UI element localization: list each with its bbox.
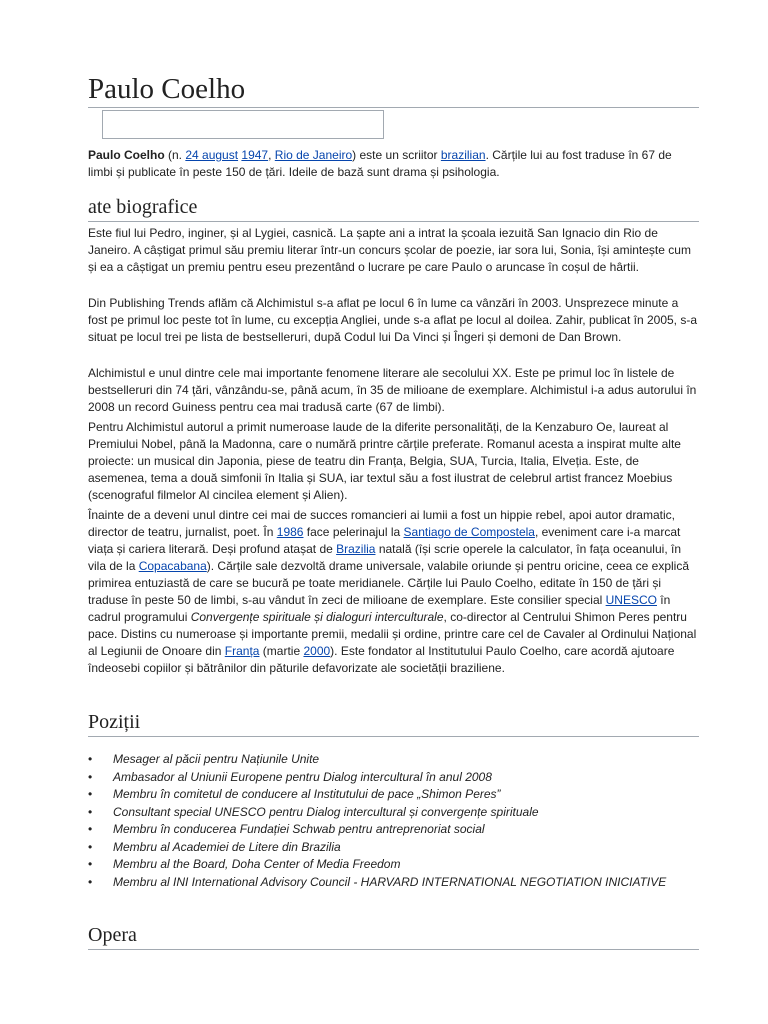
list-item: • Ambasador al Uniunii Europene pentru Dialog intercultural în anul 2008: [88, 769, 699, 787]
bio-paragraph-5: Înainte de a deveni unul dintre cei mai de succes romancieri ai lumii a fost un hippie rebel, apoi autor dramatic, director de teatru, jurnalist, poet. În 1986 face pelerinajul la Santiago de Compostela, eveniment care i-a marcat viața și cariera literară. Deși profund atașat de Brazilia natală (își scrie operele la calculator, în fața oceanului, în vila de la Copacabana). Cărțile sale dezvoltă drame universale, valabile oriunde și pentru oricine, ceea ce explică primirea entuziastă de care se bucură pe toate meridianele. Cărțile lui Paulo Coelho, editate în 150 de țări și traduse în peste 50 de limbi, s-au vândut în zeci de milioane de exemplare. Este consilier special UNESCO în cadrul programului Convergențe spirituale și dialoguri interculturale, co-director al Centrului Shimon Peres pentru pace. Distins cu numeroase și importante premii, medalii și ordine, printre care cel de Cavaler al Ordinului Național al Legiunii de Onoare din Franța (martie 2000). Este fondator al Institutului Paulo Coelho, care acordă ajutoare îndeosebi copiilor și bătrânilor din păturile defavorizate ale societății braziliene.: [88, 508, 697, 675]
link-brazilia[interactable]: Brazilia: [336, 542, 376, 556]
infobox-placeholder: [102, 110, 384, 139]
list-item: • Membru al Academiei de Litere din Brazilia: [88, 839, 699, 857]
bullet-icon: •: [88, 752, 93, 766]
link-santiago-de-compostela[interactable]: Santiago de Compostela: [403, 525, 535, 539]
bullet-icon: •: [88, 874, 93, 889]
bullet-icon: •: [88, 804, 93, 819]
link-birth-date[interactable]: 24 august: [185, 148, 239, 162]
page-title: Paulo Coelho: [88, 72, 699, 108]
bullet-icon: •: [88, 787, 93, 801]
subject-name: Paulo Coelho: [88, 148, 165, 162]
link-franta[interactable]: Franța: [224, 644, 260, 658]
list-item: • Membru al INI International Advisory Council - HARVARD INTERNATIONAL NEGOTIATION INICIATIVE: [88, 874, 699, 892]
bio-paragraph-1: Este fiul lui Pedro, inginer, și al Lygiei, casnică. La șapte ani a intrat la școala iezuită San Ignacio din Rio de Janeiro. A câștigat primul său premiu literar într-un concurs școlar de poezie, iar sora lui, Sonia, își amintește cum și ea a câștigat un premiu pentru eseu prezentând o lucrare pe care Paulo o aruncase în coșul de hârtii.: [88, 226, 691, 274]
link-birth-year[interactable]: 1947: [241, 148, 269, 162]
link-unesco[interactable]: UNESCO: [605, 593, 657, 607]
link-2000[interactable]: 2000: [303, 644, 331, 658]
section-heading-positions: Poziții: [88, 709, 699, 737]
list-item: • Membru al the Board, Doha Center of Media Freedom: [88, 856, 699, 874]
bullet-icon: •: [88, 769, 93, 784]
link-nationality[interactable]: brazilian: [440, 148, 486, 162]
list-item: • Membru în comitetul de conducere al Institutului de pace „Shimon Peres”: [88, 786, 699, 804]
intro-paragraph: Paulo Coelho (n. 24 august 1947, Rio de Janeiro) este un scriitor brazilian. Cărțile lui au fost traduse în 67 de limbi și publicate în peste 150 de țări. Ideile de bază sunt drama și psihologia.: [88, 148, 672, 179]
list-item: • Mesager al păcii pentru Națiunile Unite: [88, 751, 699, 769]
link-1986[interactable]: 1986: [276, 525, 304, 539]
section-heading-biography: ate biografice: [88, 194, 699, 222]
bullet-icon: •: [88, 839, 93, 854]
link-birth-city[interactable]: Rio de Janeiro: [274, 148, 353, 162]
positions-list: [88, 751, 699, 891]
section-heading-opera: Opera: [88, 922, 699, 950]
bio-paragraph-2: Din Publishing Trends aflăm că Alchimistul s-a aflat pe locul 6 în lume ca vânzări în 2003. Unsprezece minute a fost pe primul loc peste tot în lume, cu excepția Angliei, unde s-a aflat pe locul al doilea. Zahir, publicat în 2005, s-a situat pe locul trei pe lista de bestselleruri, după Codul lui Da Vinci și Îngeri și demoni de Dan Brown.: [88, 296, 698, 344]
bullet-icon: •: [88, 822, 93, 836]
bullet-icon: •: [88, 857, 93, 871]
program-name: Convergențe spirituale și dialoguri interculturale: [190, 610, 444, 624]
list-item: • Membru în conducerea Fundației Schwab pentru antreprenoriat social: [88, 821, 699, 839]
bio-paragraph-4: Pentru Alchimistul autorul a primit numeroase laude de la diferite personalități, de la Kenzaburo Oe, laureat al Premiului Nobel, până la Madonna, care o numără printre cărțile preferate. Romanul acesta a inspirat multe alte proiecte: un musical din Japonia, piese de teatru din Franța, Belgia, SUA, Turcia, Italia, Elveția. Este, de asemenea, tema a două simfonii în Italia și SUA, iar textul său a fost ilustrat de celebrul artist francez Moebius (scenograful filmelor Al cincilea element și Alien).: [88, 420, 681, 502]
bio-paragraph-3: Alchimistul e unul dintre cele mai importante fenomene literare ale secolului XX. Este pe primul loc în listele de bestselleruri din 74 țări, vânzându-se, până acum, în 35 de milioane de exemplare. Alchimistul i-a adus autorului în 2008 un record Guiness pentru cea mai tradusă carte (67 de limbi).: [88, 366, 697, 414]
link-copacabana[interactable]: Copacabana: [138, 559, 207, 573]
list-item: • Consultant special UNESCO pentru Dialog intercultural și convergențe spirituale: [88, 804, 699, 822]
